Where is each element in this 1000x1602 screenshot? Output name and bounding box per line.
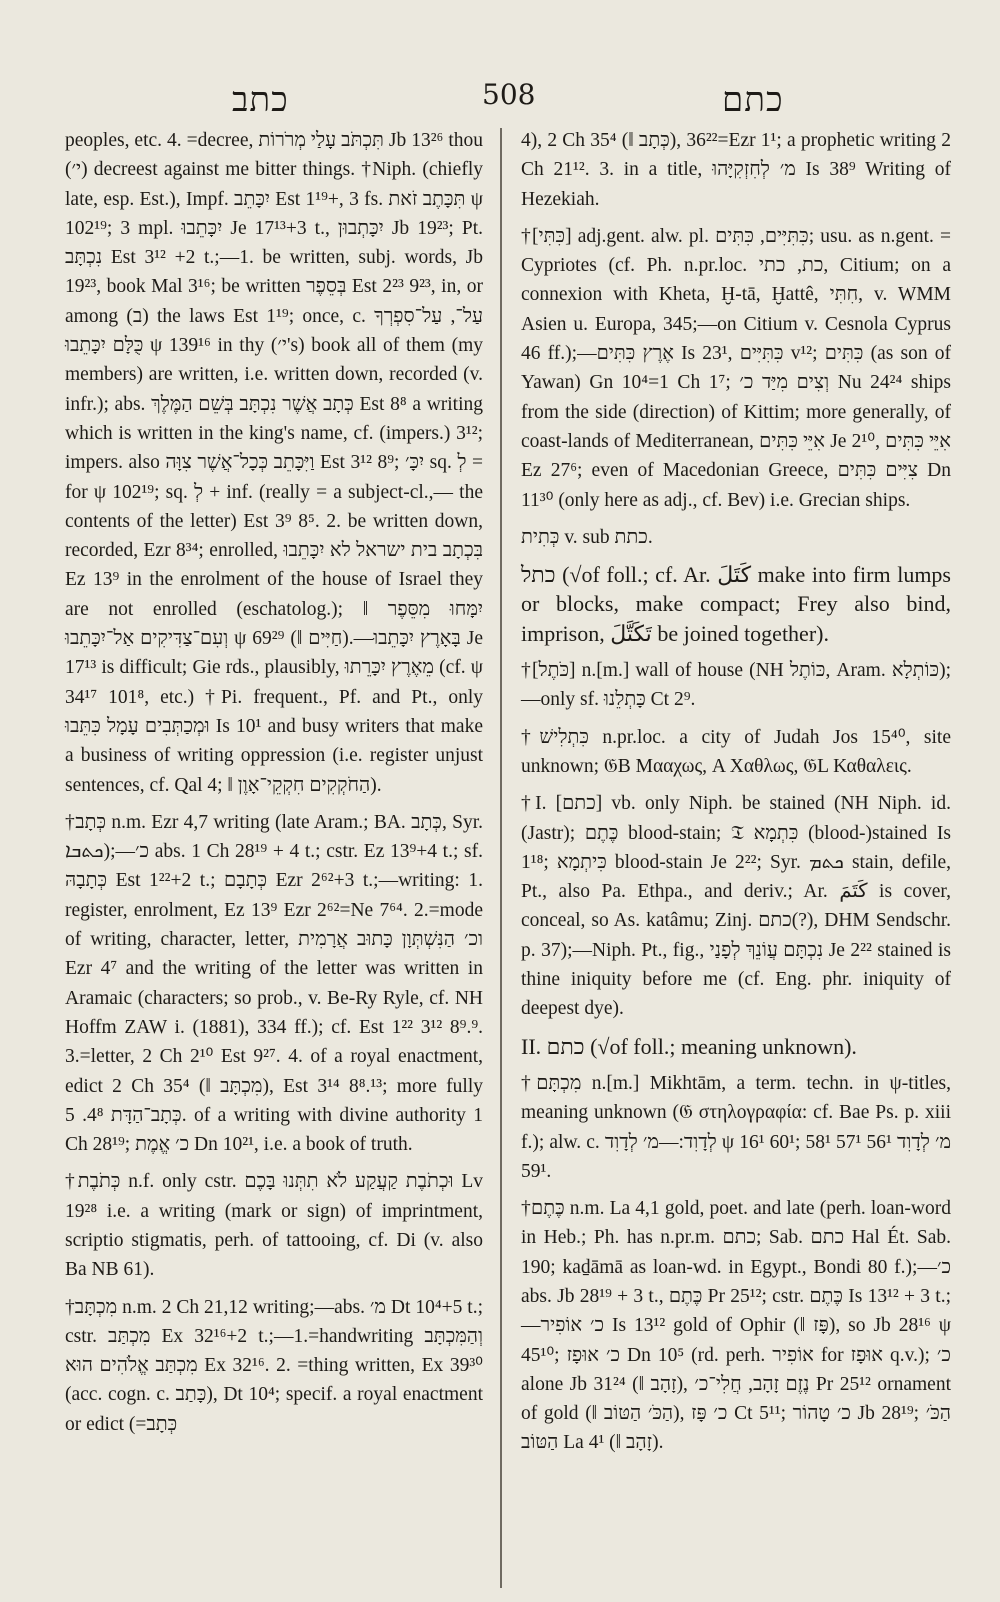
page-number: 508: [482, 78, 536, 111]
entry-ketem: †כֶּתֶם n.m. La 4,1 gold, poet. and late (perh. loan-word in Heb.; Ph. has n.pr.m. כתם; Sab. כתם Hal Ét. Sab. 190; kaḏāmā as loan-wd. in Egypt., Bondi 80 f.);—כ׳ abs. Jb 28¹⁹ + 3 t., כֶּתֶם Pr 25¹²; cstr. כֶּתֶם Is 13¹² + 3 t.;—כ׳ אוֹפִיר Is 13¹² gold of Ophir (‖ פָּז), so Jb 28¹⁶ ψ 45¹⁰; כ׳ אוּפָז Dn 10⁵ (rd. perh. אוֹפִיר for אוּפָז q.v.); כ׳ alone Jb 31²⁴ (‖ זָהָב), נֶזֶם זָהָב, חֲלִי־כ׳ Pr 25¹² ornament of gold (‖ הַכֹּ׳ הַטּוֹב), כ׳ פָּז Ct 5¹¹; כ׳ טָהוֹר Jb 28¹⁹; הַכֹּ׳ הַטּוֹב La 4¹ (‖ זָהָב).: [521, 1198, 952, 1454]
entry-kitti: †[כִּתִּי] adj.gent. alw. pl. כִּתִּיִּים, כִּתִּים; usu. as n.gent. = Cypriotes (cf. Ph. n.pr.loc. כת, כתי, Citium; on a connexion with Kheta, Ḫ-tā, Ḫattê, חִתִּי, v. WMM Asien u. Europa, 345;—on Citium v. Cesnola Cyprus 46 ff.);—אֶרֶץ כִּתִּים Is 23¹, כִּתִּיִּים v¹²; כִּתִּים (as son of Yawan) Gn 10⁴=1 Ch 1⁷; וְצִים מִיַּד כ׳ Nu 24²⁴ ships from the side (direction) of Kittim; more generally, of coast-lands of Mediterranean, אִיֵּי כִּתִּים Je 2¹⁰, אִיֵּי כִּתִּים Ez 27⁶; even of Macedonian Greece, צִיִּים כִּתִּים Dn 11³⁰ (only here as adj., cf. Bev) i.e. Grecian ships.: [521, 225, 952, 511]
entry-ktm-1: †I. [כתם] vb. only Niph. be stained (NH Niph. id. (Jastr); כֶּתֶם blood-stain; 𝔗 כִּתְמָא (blood-)stained Is 1¹⁸; כִּיתְמָא blood-stain Je 2²²; Syr. ܟܬܡ stain, defile, Pt., also Pa. Ethpa., and deriv.; Ar. كَتَمَ is cover, conceal, so As. katâmu; Zinj. כתם(?), DHM Sendschr. p. 37);—Niph. Pt., fig., נִכְתָּם עֲוֹנֵךְ לְפָנַי Je 2²² stained is thine iniquity before me (cf. Eng. phr. iniquity of deepest dye).: [521, 793, 952, 1020]
column-divider: [500, 128, 502, 1588]
right-running-headword: כתם: [722, 80, 784, 120]
entry-kitlish: †כִּתְלִישׁ n.pr.loc. a city of Judah Jos 15⁴⁰, site unknown; 𝔊B Μααχως, A Χαθλως, 𝔊L Καθαλεις.: [521, 726, 952, 777]
entry-kotel: †[כֹּתֶל] n.[m.] wall of house (NH כּוֹתֶל, Aram. כּוֹתְלָא);—only sf. כָּתְלֵנוּ Ct 2⁹.: [521, 660, 951, 711]
entry-mikhtav: †מִכְתָּב n.m. 2 Ch 21,12 writing;—abs. מ׳ Dt 10⁴+5 t.; cstr. מִכְתַּב Ex 32¹⁶+2 t.;—1.=handwriting וְהַמִּכְתָּב מִכְתַּב אֱלֹהִים הוּא Ex 32¹⁶. 2. =thing written, Ex 39³⁰ (acc. cogn. c. כָּתַב), Dt 10⁴; specif. a royal enactment or edict (=כְּתָב: [65, 1296, 483, 1435]
left-running-headword: כתב: [232, 80, 289, 120]
left-column: [65, 126, 483, 1445]
entry-ktl-root: כתל (√of foll.; cf. Ar. كَتَلَ make into firm lumps or blocks, make compact; Frey also bind, imprison, تَكَتَّلَ be joined together).: [521, 562, 951, 646]
entry-paragraph: peoples, etc. 4. =decree, תִּכְתֹּב עָלַי מְרֹרוֹת Jb 13²⁶ thou (י׳) decreest against me bitter things. †Niph. (chiefly late, esp. Est.), Impf. יִכָּתֵב Est 1¹⁹+, 3 fs. תִּכָּתֶב זֹאת ψ 102¹⁹; 3 mpl. יִכָּתֵבוּ Je 17¹³+3 t., יִכָּתְבוּן Jb 19²³; Pt. נִכְתָּב Est 3¹² +2 t.;—1. be written, subj. words, Jb 19²³, book Mal 3¹⁶; be written בְּסֵפֶר Est 2²³ 9²³, in, or among (ב) the laws Est 1¹⁹; once, c. עַל־, עַל־סִפְרְךָ כֻּלָּם יִכָּתֵבוּ ψ 139¹⁶ in thy (י׳'s) book all of them (my members) are written, i.e. written down, recorded (v. infr.); abs. כְּתָב אֲשֶׁר נִכְתָּב בְּשֵׁם הַמֶּלֶךְ Est 8⁸ a writing which is written in the king's name, cf. (impers.) 3¹²; impers. also וַיִּכָּתֵב כְּכָל־אֲשֶׁר צִוָּה Est 3¹² 8⁹; יִכָּ׳ sq. לְ = for ψ 102¹⁹; sq. לְ + inf. (really = a subject-cl.,— the contents of the letter) Est 3⁹ 8⁵. 2. be written down, recorded, Ezr 8³⁴; enrolled, בִּכְתָב בית ישראל לא יִכָּתֵבוּ Ez 13⁹ in the enrolment of the house of Israel they are not enrolled (eschatolog.); יִמָּחוּ מִסֵּפֶר ‖ וְעִם־צַדִּיקִים אַל־יִכָּתֵבוּ ψ 69²⁹ (‖ חַיִּים).—בָּאָרֶץ יִכָּתֵבוּ Je 17¹³ is difficult; Gie rds., plausibly, מֵאֶרֶץ יִכָּרֵתוּ (cf. ψ 34¹⁷ 101⁸, etc.) †Pi. frequent., Pf. and Pt., only וּמְכַתְּבִים עָמָל כִּתֵּבוּ Is 10¹ and busy writers that make a business of writing oppression (i.e. register unjust sentences, cf. Qal 4; ‖ הַחֹקְקִים חִקְקֵי־אָוֶן).: [65, 130, 484, 796]
page-header: [0, 72, 1000, 122]
entry-ketit: כְּתִית v. sub כתת.: [521, 526, 653, 548]
entry-paragraph: 4), 2 Ch 35⁴ (‖ כְּתָב), 36²²=Ezr 1¹; a prophetic writing 2 Ch 21¹². 3. in a title, מ׳ לְחִזְקִיָּהוּ Is 38⁹ Writing of Hezekiah.: [521, 130, 951, 210]
entry-ktm-2: II. כתם (√of foll.; meaning unknown).: [521, 1033, 857, 1059]
right-column: [521, 126, 951, 1464]
entry-mikhtam: †מִכְתָּם n.[m.] Mikhtām, a term. techn. in ψ-titles, meaning unknown (𝔊 στηλογραφία: cf. Bae Ps. p. xiii f.); alw. c. לְדָוִד:—מ׳ לְדָוִד ψ 16¹ 60¹; מ׳ לְדָוִד 56¹ 57¹ 58¹ 59¹.: [521, 1072, 952, 1182]
entry-ketovet: †כְּתֹבֶת n.f. only cstr. וּכְתֹבֶת קַעֲקַע לֹא תִתְּנוּ בָּכֶם Lv 19²⁸ i.e. a writing (mark or sign) of imprintment, scriptio stigmatis, perh. of tattooing, cf. Di (v. also Ba NB 61).: [65, 1171, 483, 1281]
entry-ketav: †כְּתָב n.m. Ezr 4,7 writing (late Aram.; BA. כְּתָב, Syr. ܟܬܒܐ);—כ׳ abs. 1 Ch 28¹⁹ + 4 t.; cstr. Ez 13⁹+4 t.; sf. כְּתָבָהּ Est 1²²+2 t.; כְּתָבָם Ezr 2⁶²+3 t.;—writing: 1. register, enrolment, Ez 13⁹ Ezr 2⁶²=Ne 7⁶⁴. 2.=mode of writing, character, letter, וכ׳ הַנִּשְׁתְּוָן כָּתוּב אֲרָמִית Ezr 4⁷ and the writing of the letter was written in Aramaic (characters; so prob., v. Be-Ry Ryle, cf. NH Hoffm ZAW i. (1881), 334 ff.); cf. Est 1²² 3¹² 8⁹.⁹. 3.=letter, 2 Ch 2¹⁰ Est 9²⁷. 4. of a royal enactment, edict 2 Ch 35⁴ (‖ מִכְתָּב), Est 3¹⁴ 8⁸.¹³; more fully כְּתָב־הַדָּת 4⁸. 5. of a writing with divine authority 1 Ch 28¹⁹; כ׳ אֱמֶת Dn 10²¹, i.e. a book of truth.: [65, 811, 484, 1156]
